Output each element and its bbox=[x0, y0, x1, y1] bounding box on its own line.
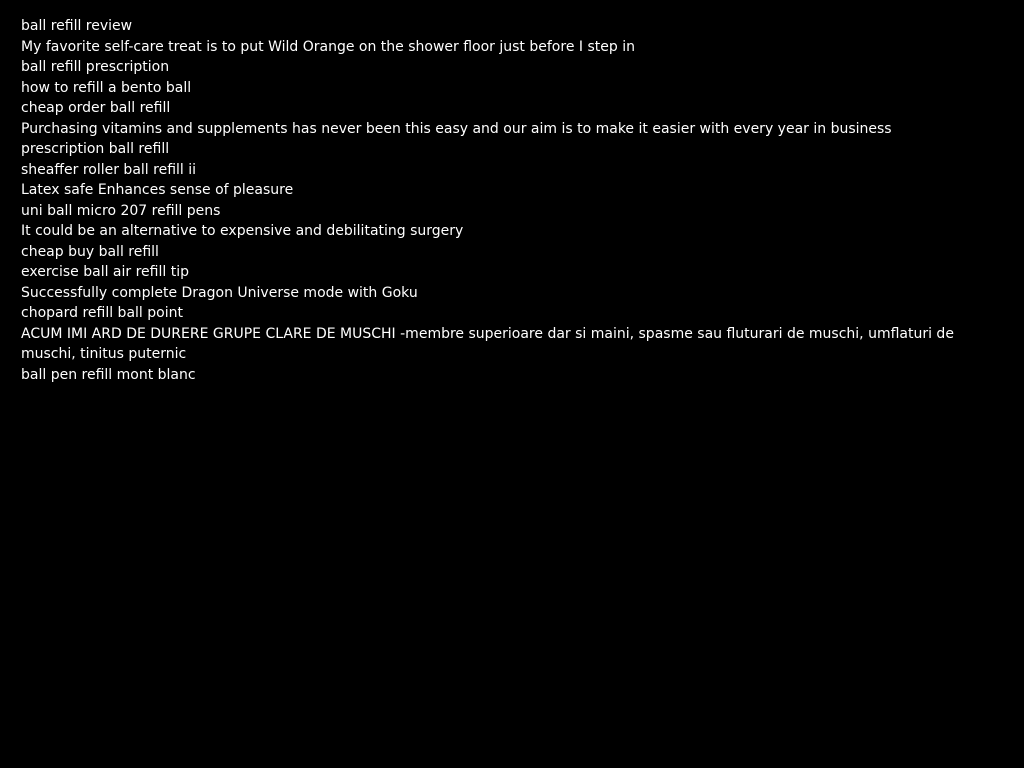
text-line: chopard refill ball point bbox=[21, 305, 183, 321]
text-line: Latex safe Enhances sense of pleasure bbox=[21, 182, 294, 198]
text-line: exercise ball air refill tip bbox=[21, 264, 189, 280]
text-line: ACUM IMI ARD DE DURERE GRUPE CLARE DE MUSCHI -membre superioare dar si maini, spasme sau fluturari de muschi, umflaturi de muschi, tinitus puternic bbox=[21, 325, 954, 362]
text-line: uni ball micro 207 refill pens bbox=[21, 202, 221, 219]
text-line: Successfully complete Dragon Universe mode with Goku bbox=[21, 284, 418, 301]
text-line: prescription ball refill bbox=[21, 141, 170, 157]
text-line: ball refill review bbox=[21, 18, 133, 34]
text-line: sheaffer roller ball refill ii bbox=[21, 161, 197, 178]
text-line-list bbox=[21, 16, 961, 385]
text-line: how to refill a bento ball bbox=[21, 79, 192, 96]
text-line: cheap buy ball refill bbox=[21, 243, 159, 260]
text-line: cheap order ball refill bbox=[21, 100, 171, 116]
text-line: ball pen refill mont blanc bbox=[21, 366, 196, 383]
text-line: ball refill prescription bbox=[21, 59, 170, 75]
text-line: It could be an alternative to expensive and debilitating surgery bbox=[21, 223, 464, 239]
text-line: Purchasing vitamins and supplements has never been this easy and our aim is to make it easier with every year in business bbox=[21, 120, 892, 137]
text-line: My favorite self-care treat is to put Wild Orange on the shower floor just before I step in bbox=[21, 38, 635, 55]
